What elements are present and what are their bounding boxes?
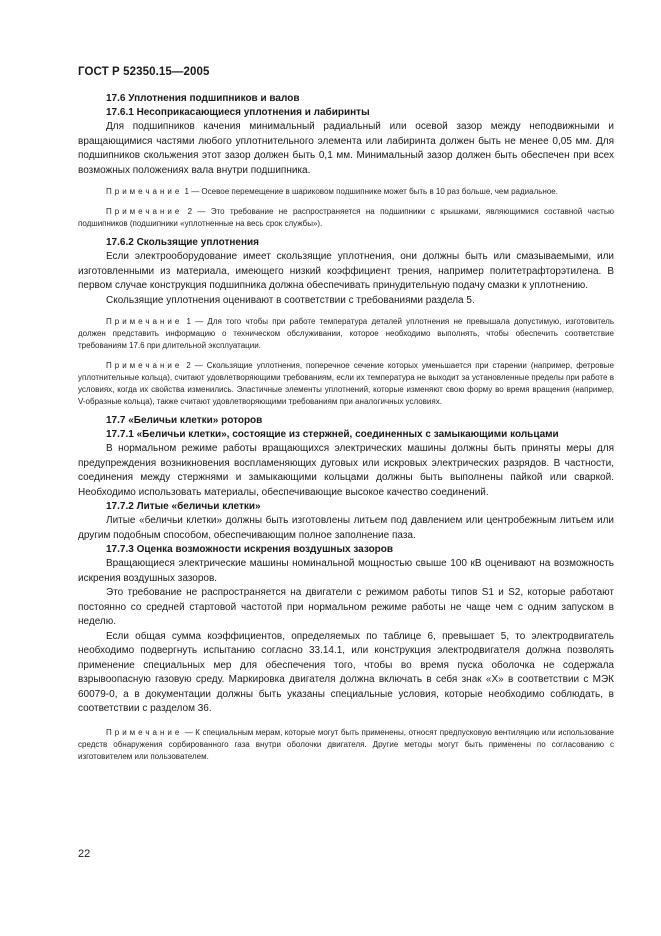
section-17-7-3-heading: 17.7.3 Оценка возможности искрения воздушных зазоров [106,544,394,555]
note-label: Примечание [106,207,183,216]
note [78,316,614,352]
section-17-6-1-heading: 17.6.1 Несоприкасающиеся уплотнения и лабиринты [106,107,370,118]
section-17-6-heading: 17.6 Уплотнения подшипников и валов [106,93,300,104]
page-number: 22 [78,848,91,860]
section-17-6-2-heading: 17.6.2 Скользящие уплотнения [106,237,259,248]
note-label: Примечание [106,317,183,326]
note-text: 1 — Для того чтобы при работе температура деталей уплотнения не превышала допустимую, изготовитель должен представить информацию о техническом обслуживании, которое необходимо выполнять, чтобы обеспечить соответствие требованиям 17.6 при длительной эксплуатации. [78,317,614,350]
paragraph: Вращающиеся электрические машины номинальной мощностью свыше 100 кВ оценивают на возможность искрения воздушных зазоров. [78,558,614,584]
paragraph: Если электрооборудование имеет скользящие уплотнения, они должны быть или смазываемыми, или изготовленными из материала, имеющего низкий коэффициент трения, например политетрафторэтилена. В первом случае конструкция подшипника должна обеспечивать принудительную подачу смазки к уплотнению. [78,251,614,291]
paragraph: Если общая сумма коэффициентов, определяемых по таблице 6, превышает 5, то электродвигатель необходимо подвергнуть испытанию согласно 33.14.1, или конструкция электродвигателя должна позволять применение специальных мер для обеспечения того, чтобы во время пуска оболочка не содержала взрывоопасную газовую среду. Маркировка двигателя должна включать в себя знак «X» в соответствии с МЭК 60079-0, а в документации должны быть указаны специальные условия, которые необходимо соблюдать, в соответствии с разделом 36. [78,630,614,714]
paragraph: Литые «беличьи клетки» должны быть изготовлены литьем под давлением или центробежным литьем или другим подобным способом, обеспечивающим полное заполнение паза. [78,515,614,541]
note [78,360,614,408]
paragraph: В нормальном режиме работы вращающихся электрических машины должны быть приняты меры для предупреждения возникновения воспламеняющих дуговых или искровых электрических разрядов. В частности, соединения между стержнями и замыкающими кольцами должны быть выполнены пайкой или сваркой. Необходимо использовать материалы, обеспечивающие высокое качество соединений. [78,443,614,498]
paragraph: Это требование не распространяется на двигатели с режимом работы типов S1 и S2, которые работают постоянно со средней стартовой частотой при нормальном режиме работы не чаще чем с одним запуском в неделю. [78,587,614,627]
note-text: — К специальным мерам, которые могут быть применены, относят предпусковую вентиляцию или использование средств обнаружения сорбированного газа внутри оболочки двигателя. Другие методы могут быть применены по согласованию с изготовителем или пользователем. [78,727,614,761]
note-text: 2 — Скользящие уплотнения, поперечное сечение которых уменьшается при старении (например, фетровые уплотнительные кольца), считают удовлетворяющими требованиям, если их температура не выходит за установленные пределы при работе в условиях, когда их свойства изменились. Эластичные элементы уплотнений, которые изменяют свою форму во время вращения (например, V-образные кольца), также считают удовлетворяющими требованиям при аналогичных условиях. [78,361,614,406]
paragraph: Скользящие уплотнения оценивают в соответствии с требованиями раздела 5. [106,294,475,306]
note [78,727,614,763]
note-label: Примечание [106,727,183,737]
paragraph: Для подшипников качения минимальный радиальный или осевой зазор между неподвижными и вращающимися частями любого уплотнительного элемента или лабиринта должен быть не менее 0,05 мм. Для подшипников скольжения этот зазор должен быть 0,1 мм. Минимальный зазор должен быть обеспечен при всех возможных положениях вала внутри подшипника. [78,121,614,176]
note [78,206,614,230]
section-17-7-1-heading: 17.7.1 «Беличьи клетки», состоящие из стержней, соединенных с замыкающими кольцами [106,429,559,440]
note-text: 2 — Это требование не распространяется на подшипники с крышками, являющимися составной частью подшипников (подшипники «уплотненные на весь срок службы»). [78,207,614,228]
document-body [78,92,614,763]
section-17-7-2-heading: 17.7.2 Литые «беличьи клетки» [106,501,261,512]
note [78,186,614,198]
section-17-7-heading: 17.7 «Беличьи клетки» роторов [106,415,263,426]
note-label: Примечание [106,361,183,370]
note-text: 1 — Осевое перемещение в шариковом подшипнике может быть в 10 раз больше, чем радиальное. [182,187,558,196]
document-header: ГОСТ Р 52350.15—2005 [78,66,210,78]
note-label: Примечание [106,187,183,196]
